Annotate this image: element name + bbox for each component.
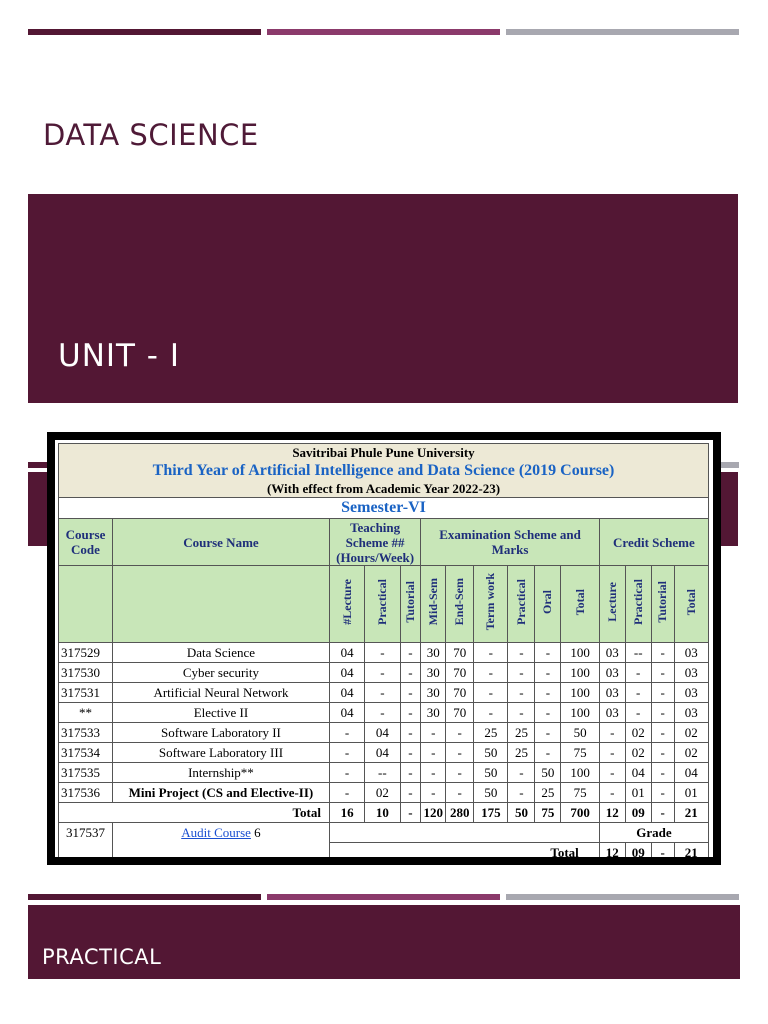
course-value-cell: -	[329, 723, 364, 743]
course-value-cell: 04	[329, 663, 364, 683]
audit-course-code: 317537	[59, 823, 113, 843]
course-value-cell: -	[625, 663, 651, 683]
course-value-cell: -	[535, 703, 561, 723]
course-value-cell: 02	[625, 743, 651, 763]
course-value-cell: -	[535, 643, 561, 663]
course-value-cell: 25	[535, 783, 561, 803]
course-value-cell: 75	[561, 783, 599, 803]
course-value-cell: 04	[674, 763, 708, 783]
final-blank	[59, 843, 113, 858]
course-name-cell: Elective II	[112, 703, 329, 723]
course-value-cell: -	[329, 783, 364, 803]
bottom-accent-segment-1	[28, 894, 261, 900]
course-value-cell: 03	[674, 663, 708, 683]
course-value-cell: 04	[365, 723, 400, 743]
subheader-label: #Lecture	[339, 579, 354, 625]
course-row	[59, 703, 709, 723]
subheader-cell	[535, 566, 561, 643]
subheader-cell	[651, 566, 674, 643]
course-code-cell: 317535	[59, 763, 113, 783]
course-value-cell: -	[446, 763, 474, 783]
course-value-cell: 04	[365, 743, 400, 763]
course-value-cell: 30	[421, 683, 446, 703]
course-value-cell: -	[508, 703, 535, 723]
subheader-label: Practical	[374, 579, 389, 625]
course-value-cell: -	[599, 723, 625, 743]
course-value-cell: -	[446, 743, 474, 763]
course-value-cell: 03	[674, 703, 708, 723]
subheader-cell	[561, 566, 599, 643]
grade-label: Grade	[599, 823, 708, 843]
course-value-cell: 70	[446, 643, 474, 663]
course-code-header: Course Code	[59, 519, 113, 566]
course-value-cell: 03	[674, 643, 708, 663]
syllabus-sheet	[55, 440, 713, 857]
subheader-label: Term work	[483, 573, 498, 631]
course-value-cell: -	[599, 763, 625, 783]
total-cell: 09	[625, 803, 651, 823]
course-name-cell: Software Laboratory II	[112, 723, 329, 743]
course-value-cell: -	[365, 703, 400, 723]
course-value-cell: 50	[474, 743, 508, 763]
final-blank	[112, 843, 329, 858]
course-value-cell: -	[535, 663, 561, 683]
syllabus-image-frame	[47, 432, 721, 865]
course-value-cell: -	[508, 683, 535, 703]
final-total-cell: 09	[625, 843, 651, 858]
teaching-scheme-header: Teaching Scheme ##(Hours/Week)	[329, 519, 420, 566]
course-value-cell: -	[625, 683, 651, 703]
top-accent-segment-1	[28, 29, 261, 35]
course-code-cell: 317533	[59, 723, 113, 743]
course-code-cell: 317529	[59, 643, 113, 663]
total-cell: -	[400, 803, 421, 823]
blank-header-cell	[112, 566, 329, 643]
course-code-cell: 317531	[59, 683, 113, 703]
course-value-cell: -	[400, 703, 421, 723]
course-value-cell: -	[400, 663, 421, 683]
course-value-cell: -	[651, 783, 674, 803]
total-label: Total	[59, 803, 330, 823]
course-value-cell: -	[599, 783, 625, 803]
course-name-cell: Artificial Neural Network	[112, 683, 329, 703]
course-value-cell: -	[651, 643, 674, 663]
unit-label: UNIT - I	[58, 338, 180, 374]
course-value-cell: -	[400, 683, 421, 703]
course-value-cell: 04	[625, 763, 651, 783]
course-name-cell: Data Science	[112, 643, 329, 663]
course-value-cell: 50	[474, 783, 508, 803]
course-value-cell: 02	[365, 783, 400, 803]
course-row	[59, 743, 709, 763]
course-value-cell: -	[329, 743, 364, 763]
total-cell: 12	[599, 803, 625, 823]
course-value-cell: -	[421, 723, 446, 743]
subheader-cell	[400, 566, 421, 643]
course-value-cell: 25	[474, 723, 508, 743]
course-value-cell: -	[535, 743, 561, 763]
slide-title: DATA SCIENCE	[43, 118, 259, 152]
course-value-cell: 01	[674, 783, 708, 803]
course-row	[59, 783, 709, 803]
course-name-header: Course Name	[112, 519, 329, 566]
course-value-cell: 50	[561, 723, 599, 743]
course-value-cell: 01	[625, 783, 651, 803]
course-row	[59, 643, 709, 663]
course-value-cell: 25	[508, 743, 535, 763]
course-code-cell: **	[59, 703, 113, 723]
course-row	[59, 683, 709, 703]
course-value-cell: -	[508, 643, 535, 663]
course-value-cell: -	[421, 783, 446, 803]
course-value-cell: -	[625, 703, 651, 723]
course-value-cell: 100	[561, 643, 599, 663]
course-value-cell: -	[599, 743, 625, 763]
subheader-label: Mid-Sem	[425, 578, 440, 626]
final-total-cell: 12	[599, 843, 625, 858]
syllabus-table	[58, 443, 709, 857]
footer-band	[28, 905, 740, 979]
course-value-cell: 100	[561, 663, 599, 683]
subheader-label: End-Sem	[452, 578, 467, 626]
course-value-cell: 02	[674, 723, 708, 743]
course-value-cell: -	[400, 743, 421, 763]
total-cell: 50	[508, 803, 535, 823]
subheader-label: Practical	[513, 579, 528, 625]
top-accent-segment-3	[506, 29, 739, 35]
course-value-cell: 03	[599, 643, 625, 663]
course-code-cell: 317536	[59, 783, 113, 803]
subheader-cell	[474, 566, 508, 643]
course-value-cell: -	[651, 663, 674, 683]
footer-label: PRACTICAL	[42, 945, 162, 969]
course-value-cell: -	[400, 763, 421, 783]
total-cell: 75	[535, 803, 561, 823]
course-value-cell: -	[400, 643, 421, 663]
course-value-cell: 100	[561, 683, 599, 703]
course-value-cell: -	[421, 743, 446, 763]
course-value-cell: 03	[599, 703, 625, 723]
course-name-cell: Software Laboratory III	[112, 743, 329, 763]
audit-course-link[interactable]: Audit Course	[181, 824, 251, 840]
top-accent-segment-2	[267, 29, 500, 35]
course-value-cell: 03	[599, 663, 625, 683]
final-total-cell: 21	[674, 843, 708, 858]
subheader-label: Practical	[630, 579, 645, 625]
total-cell: 280	[446, 803, 474, 823]
subheader-label: Total	[683, 588, 698, 616]
examination-scheme-header: Examination Scheme and Marks	[421, 519, 600, 566]
course-title: Third Year of Artificial Intelligence and Data Science (2019 Course)	[59, 461, 709, 481]
course-value-cell: -	[651, 723, 674, 743]
course-value-cell: -	[365, 683, 400, 703]
course-value-cell: -	[329, 763, 364, 783]
course-value-cell: 50	[474, 763, 508, 783]
subheader-cell	[625, 566, 651, 643]
subheader-label: Tutorial	[655, 581, 670, 623]
audit-blank	[329, 823, 599, 843]
total-cell: -	[651, 803, 674, 823]
course-code-cell: 317534	[59, 743, 113, 763]
course-value-cell: -	[508, 763, 535, 783]
course-value-cell: -	[400, 783, 421, 803]
subheader-cell	[508, 566, 535, 643]
total-cell: 10	[365, 803, 400, 823]
course-value-cell: 03	[674, 683, 708, 703]
course-value-cell: 30	[421, 643, 446, 663]
course-value-cell: -	[535, 723, 561, 743]
course-value-cell: --	[365, 763, 400, 783]
course-value-cell: -	[474, 663, 508, 683]
course-value-cell: -	[474, 643, 508, 663]
subheader-label: Lecture	[604, 582, 619, 622]
course-name-cell: Cyber security	[112, 663, 329, 683]
effect-line: (With effect from Academic Year 2022-23)	[59, 481, 709, 498]
course-value-cell: -	[421, 763, 446, 783]
course-name-cell: Mini Project (CS and Elective-II)	[112, 783, 329, 803]
course-value-cell: -	[508, 783, 535, 803]
subheader-cell	[329, 566, 364, 643]
course-value-cell: 70	[446, 683, 474, 703]
course-row	[59, 723, 709, 743]
course-value-cell: 02	[674, 743, 708, 763]
subheader-cell	[421, 566, 446, 643]
course-value-cell: -	[365, 663, 400, 683]
course-value-cell: 70	[446, 663, 474, 683]
course-value-cell: 70	[446, 703, 474, 723]
total-cell: 21	[674, 803, 708, 823]
subheader-label: Total	[572, 588, 587, 616]
semester-label: Semester-VI	[59, 498, 709, 519]
course-value-cell: -	[446, 783, 474, 803]
course-value-cell: -	[365, 643, 400, 663]
course-value-cell: -	[508, 663, 535, 683]
course-value-cell: 100	[561, 763, 599, 783]
audit-course-suffix: 6	[250, 824, 261, 840]
audit-course-cell	[112, 823, 329, 843]
blank-header-cell	[59, 566, 113, 643]
course-value-cell: 30	[421, 703, 446, 723]
course-value-cell: 04	[329, 683, 364, 703]
total-cell: 16	[329, 803, 364, 823]
course-value-cell: 30	[421, 663, 446, 683]
course-value-cell: -	[651, 743, 674, 763]
course-row	[59, 763, 709, 783]
course-value-cell: 04	[329, 643, 364, 663]
course-value-cell: -	[474, 703, 508, 723]
course-value-cell: 100	[561, 703, 599, 723]
subheader-cell	[446, 566, 474, 643]
course-value-cell: -	[446, 723, 474, 743]
subheader-cell	[599, 566, 625, 643]
course-value-cell: 50	[535, 763, 561, 783]
subheader-label: Oral	[540, 590, 555, 614]
course-value-cell: 03	[599, 683, 625, 703]
course-value-cell: 25	[508, 723, 535, 743]
course-value-cell: -	[651, 763, 674, 783]
course-code-cell: 317530	[59, 663, 113, 683]
course-value-cell: -	[651, 703, 674, 723]
course-value-cell: 02	[625, 723, 651, 743]
subheader-label: Tutorial	[402, 581, 417, 623]
course-value-cell: -	[535, 683, 561, 703]
course-value-cell: -	[400, 723, 421, 743]
unit-banner	[28, 194, 738, 403]
course-value-cell: 04	[329, 703, 364, 723]
course-value-cell: -	[651, 683, 674, 703]
university-name: Savitribai Phule Pune University	[59, 444, 709, 462]
course-value-cell: --	[625, 643, 651, 663]
bottom-accent-segment-3	[506, 894, 739, 900]
subheader-cell	[674, 566, 708, 643]
final-total-cell: -	[651, 843, 674, 858]
course-row	[59, 663, 709, 683]
final-total-label: Total	[329, 843, 599, 858]
bottom-accent-segment-2	[267, 894, 500, 900]
credit-scheme-header: Credit Scheme	[599, 519, 708, 566]
course-value-cell: 75	[561, 743, 599, 763]
course-name-cell: Internship**	[112, 763, 329, 783]
course-value-cell: -	[474, 683, 508, 703]
total-cell: 700	[561, 803, 599, 823]
total-cell: 175	[474, 803, 508, 823]
subheader-cell	[365, 566, 400, 643]
total-cell: 120	[421, 803, 446, 823]
